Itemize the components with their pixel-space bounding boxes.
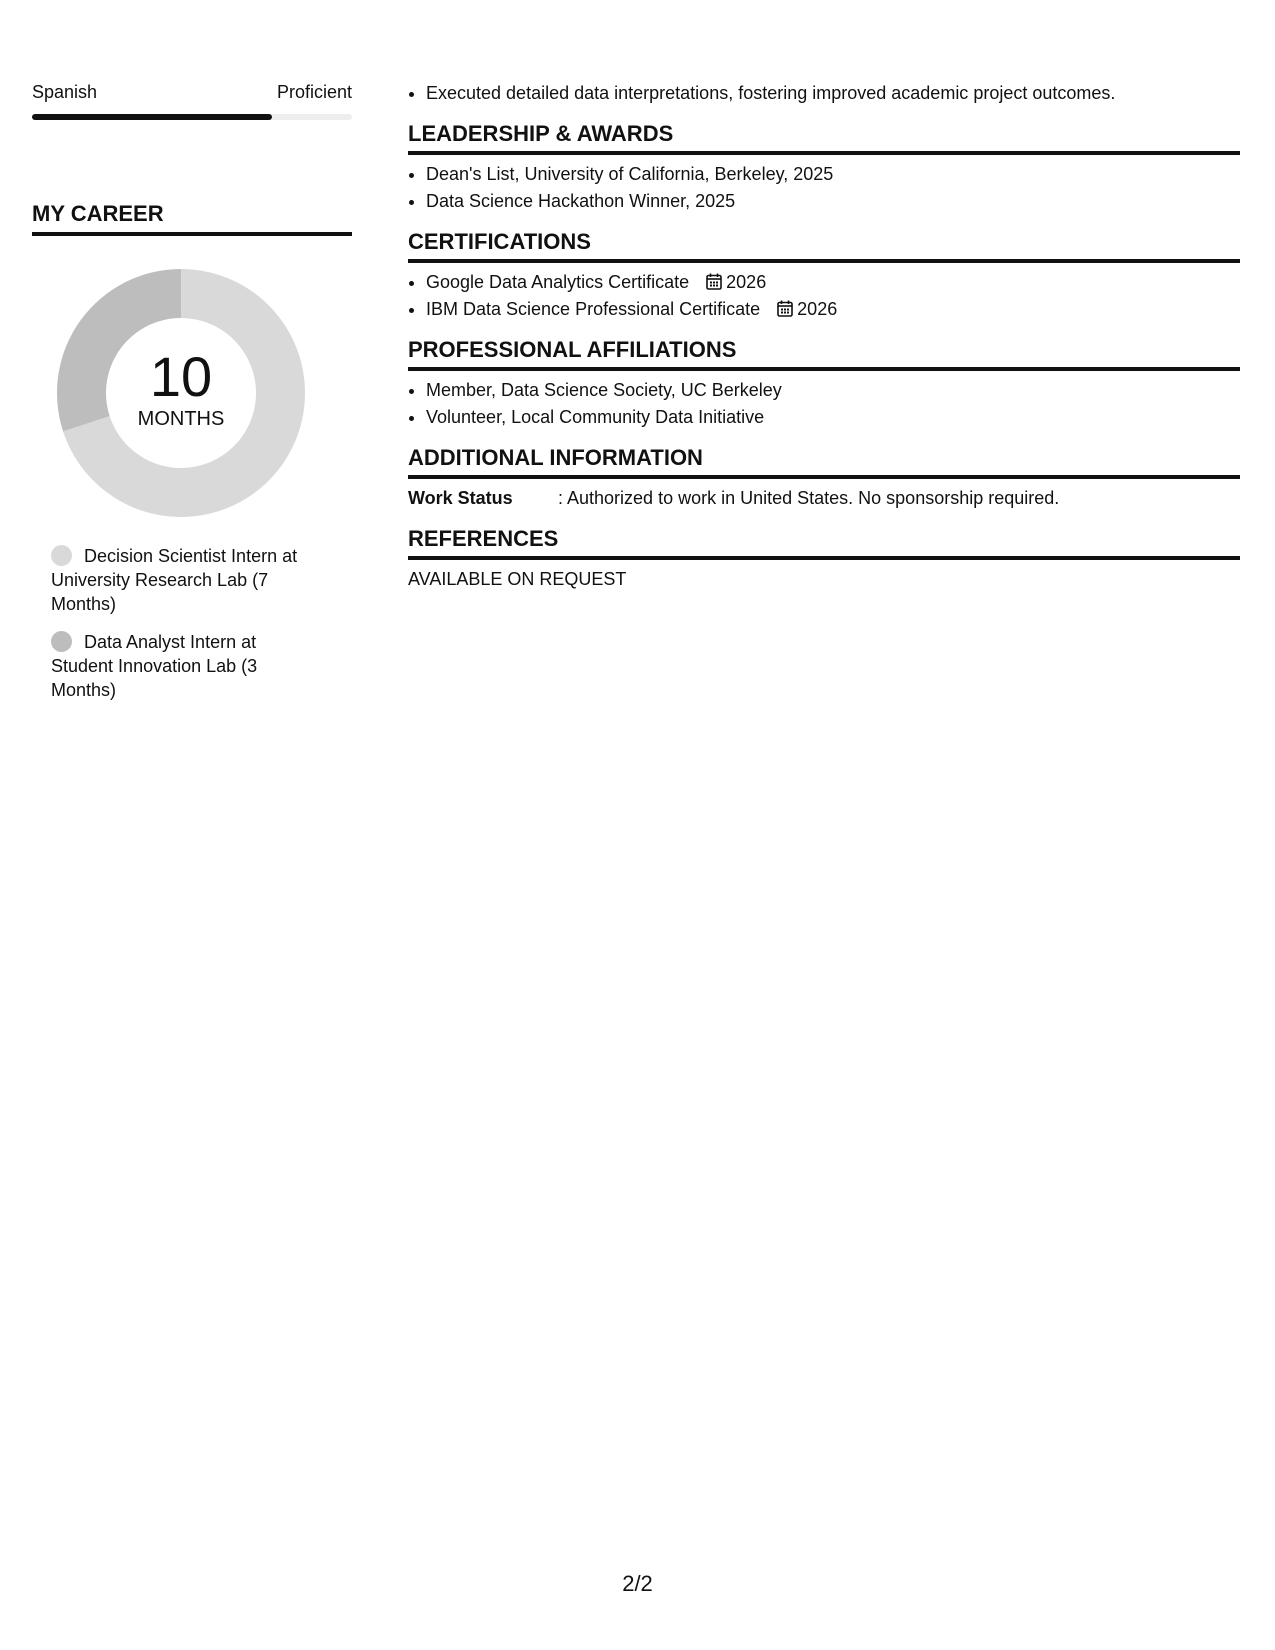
right-column	[408, 80, 1240, 593]
experience-bullets	[408, 80, 1240, 107]
list-item: • Dean's List, University of California, Berkeley, 2025	[426, 161, 1240, 188]
additional-info-title: ADDITIONAL INFORMATION	[408, 444, 1240, 479]
career-section-title: MY CAREER	[32, 200, 352, 236]
work-status-label: Work Status	[408, 488, 513, 508]
career-total-months: 10	[149, 345, 213, 408]
leadership-title: LEADERSHIP & AWARDS	[408, 120, 1240, 155]
leadership-list	[408, 161, 1240, 215]
legend-dot-icon	[51, 545, 72, 566]
list-item: • Data Science Hackathon Winner, 2025	[426, 188, 1240, 215]
work-status-row	[408, 485, 1240, 512]
references-title: REFERENCES	[408, 525, 1240, 560]
legend-item	[51, 630, 321, 702]
list-item: • Volunteer, Local Community Data Initiative	[426, 404, 1240, 431]
references-text: AVAILABLE ON REQUEST	[408, 569, 627, 589]
affiliations-list	[408, 377, 1240, 431]
work-status-value: : Authorized to work in United States. No sponsorship required.	[558, 488, 1060, 508]
page-number: 2/2	[622, 1571, 653, 1596]
language-proficiency-fill	[32, 114, 272, 120]
certification-year: 2026	[797, 299, 838, 319]
career-donut-chart	[56, 268, 306, 518]
donut-center	[56, 268, 306, 518]
career-legend	[51, 544, 321, 702]
left-column	[32, 80, 352, 716]
language-name: Spanish	[32, 82, 98, 102]
career-total-unit: MONTHS	[137, 408, 225, 430]
certification-name: Google Data Analytics Certificate	[426, 272, 690, 292]
calendar-icon	[777, 300, 793, 317]
language-row	[32, 80, 352, 104]
certification-name: IBM Data Science Professional Certificate	[426, 299, 761, 319]
certification-year: 2026	[726, 272, 767, 292]
language-level: Proficient	[276, 82, 352, 102]
certifications-title: CERTIFICATIONS	[408, 228, 1240, 263]
list-item	[426, 269, 1240, 296]
list-item: • Executed detailed data interpretations, fostering improved academic project outcomes.	[426, 80, 1240, 107]
legend-dot-icon	[51, 631, 72, 652]
legend-label: Decision Scientist Intern at University Research Lab (7 Months)	[51, 546, 298, 614]
calendar-icon	[706, 273, 722, 290]
certifications-list	[408, 269, 1240, 323]
affiliations-title: PROFESSIONAL AFFILIATIONS	[408, 336, 1240, 371]
language-proficiency-bar	[32, 114, 352, 120]
legend-item	[51, 544, 321, 616]
list-item: • Member, Data Science Society, UC Berkeley	[426, 377, 1240, 404]
list-item	[426, 296, 1240, 323]
legend-label: Data Analyst Intern at Student Innovation Lab (3 Months)	[51, 632, 258, 700]
